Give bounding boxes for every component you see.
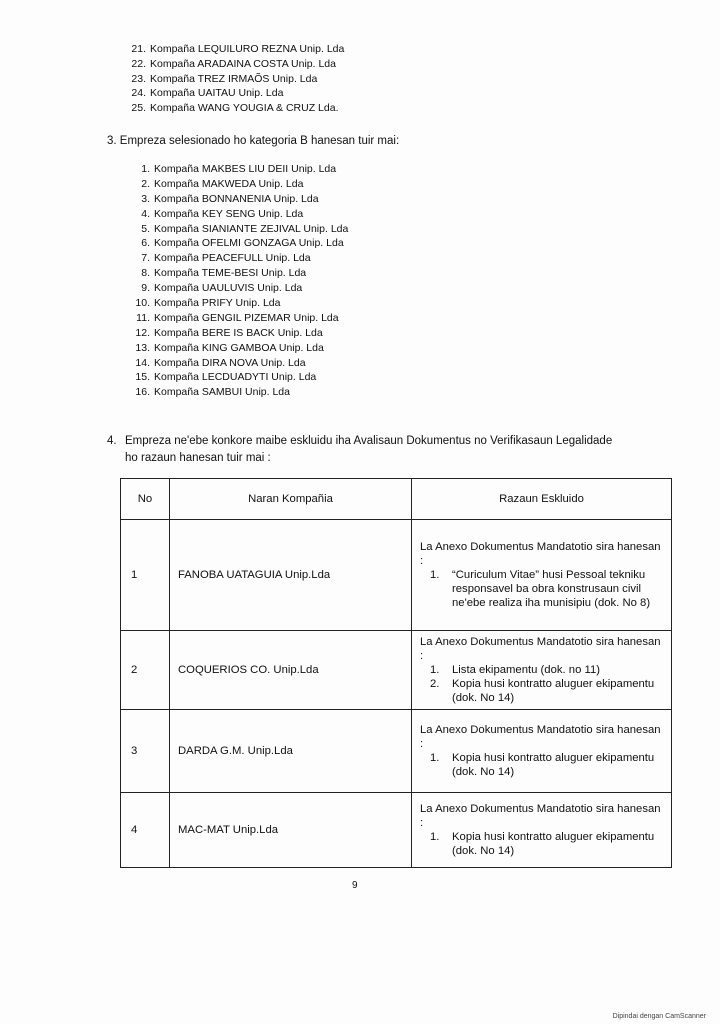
reason-intro: La Anexo Dokumentus Mandatotio sira hanesan :	[420, 636, 661, 662]
list-item: 11. Kompaña GENGIL PIZEMAR Unip. Lda	[136, 311, 339, 324]
section-3-heading	[107, 135, 399, 147]
reason-intro: La Anexo Dokumentus Mandatotio sira hanesan :	[420, 541, 661, 567]
table-row	[121, 631, 672, 710]
list-item: 3. Kompaña BONNANENIA Unip. Lda	[141, 192, 319, 205]
company-name: FANOBA UATAGUIA Unip.Lda	[170, 520, 412, 631]
row-number: 3	[121, 710, 170, 793]
column-header-no: No	[121, 479, 170, 520]
reason-items	[420, 568, 665, 610]
list-item: 10. Kompaña PRIFY Unip. Lda	[135, 297, 281, 310]
company-name: MAC-MAT Unip.Lda	[170, 793, 412, 868]
list-item: 7. Kompaña PEACEFULL Unip. Lda	[141, 252, 311, 265]
list-item: 23. Kompaña TREZ IRMAÕS Unip. Lda	[131, 72, 318, 85]
column-header-company-name: Naran Kompañia	[170, 479, 412, 520]
list-item: 2. Kompaña MAKWEDA Unip. Lda	[141, 177, 304, 190]
table-header-row	[121, 479, 672, 520]
reason-item: 1. Kopia husi kontratto aluguer ekipamentu (dok. No 14)	[430, 752, 655, 778]
reason-item: 1. Kopia husi kontratto aluguer ekipamentu (dok. No 14)	[430, 831, 655, 857]
section-title-line-2: ho razaun hanesan tuir mai :	[125, 452, 271, 464]
list-item: 16. Kompaña SAMBUI Unip. Lda	[135, 386, 290, 399]
exclusion-reason	[412, 520, 672, 631]
section-title-line-1: Empreza ne'ebe konkore maibe eskluidu iha Avalisaun Dokumentus no Verifikasaun Legalidade	[125, 435, 613, 447]
list-item: 4. Kompaña KEY SENG Unip. Lda	[141, 207, 304, 220]
list-item: 8. Kompaña TEME-BESI Unip. Lda	[141, 267, 307, 280]
list-item: 5. Kompaña SIANIANTE ZEJIVAL Unip. Lda	[141, 222, 349, 235]
section-number: 4.	[107, 435, 117, 447]
exclusion-reason	[412, 631, 672, 710]
row-number: 2	[121, 631, 170, 710]
company-name: DARDA G.M. Unip.Lda	[170, 710, 412, 793]
exclusion-reason	[412, 793, 672, 868]
reason-item: 1. Lista ekipamentu (dok. no 11)	[430, 664, 600, 676]
reason-item: 2. Kopia husi kontratto aluguer ekipamentu (dok. No 14)	[430, 678, 655, 704]
list-item: 13. Kompaña KING GAMBOA Unip. Lda	[135, 341, 324, 354]
page-number: 9	[352, 880, 358, 891]
table-row	[121, 520, 672, 631]
company-list-continued	[124, 42, 344, 116]
list-item: 1. Kompaña MAKBES LIU DEII Unip. Lda	[141, 163, 337, 175]
category-b-company-list	[128, 162, 348, 400]
exclusion-reason	[412, 710, 672, 793]
column-header-exclusion-reason: Razaun Eskluido	[412, 479, 672, 520]
row-number: 4	[121, 793, 170, 868]
section-title: Empreza selesionado ho kategoria B hanesan tuir mai:	[119, 135, 400, 147]
section-number: 3.	[107, 135, 117, 147]
list-item: 22. Kompaña ARADAINA COSTA Unip. Lda	[131, 57, 336, 70]
list-item: 24. Kompaña UAITAU Unip. Lda	[131, 87, 284, 100]
excluded-companies-table	[120, 478, 672, 868]
table-row	[121, 710, 672, 793]
list-item: 15. Kompaña LECDUADYTI Unip. Lda	[135, 371, 317, 384]
reason-items	[420, 751, 665, 779]
reason-intro: La Anexo Dokumentus Mandatotio sira hanesan :	[420, 803, 661, 829]
list-item: 14. Kompaña DIRA NOVA Unip. Lda	[135, 356, 306, 369]
row-number: 1	[121, 520, 170, 631]
table-row	[121, 793, 672, 868]
list-item: 6. Kompaña OFELMI GONZAGA Unip. Lda	[141, 237, 344, 250]
company-name: COQUERIOS CO. Unip.Lda	[170, 631, 412, 710]
section-4-heading	[107, 433, 667, 467]
list-item: 12. Kompaña BERE IS BACK Unip. Lda	[135, 326, 323, 339]
reason-item: 1. “Curiculum Vitae” husi Pessoal tekniku responsavel ba obra konstrusaun civil ne'ebe realiza iha munisipiu (dok. No 8)	[430, 569, 651, 609]
reason-items	[420, 830, 665, 858]
scanner-watermark: Dipindai dengan CamScanner	[612, 1013, 706, 1020]
list-item: 21. Kompaña LEQUILURO REZNA Unip. Lda	[131, 43, 345, 55]
reason-intro: La Anexo Dokumentus Mandatotio sira hanesan :	[420, 724, 661, 750]
reason-items	[420, 663, 665, 705]
list-item: 9. Kompaña UAULUVIS Unip. Lda	[141, 282, 303, 295]
list-item: 25. Kompaña WANG YOUGIA & CRUZ Lda.	[131, 102, 339, 115]
